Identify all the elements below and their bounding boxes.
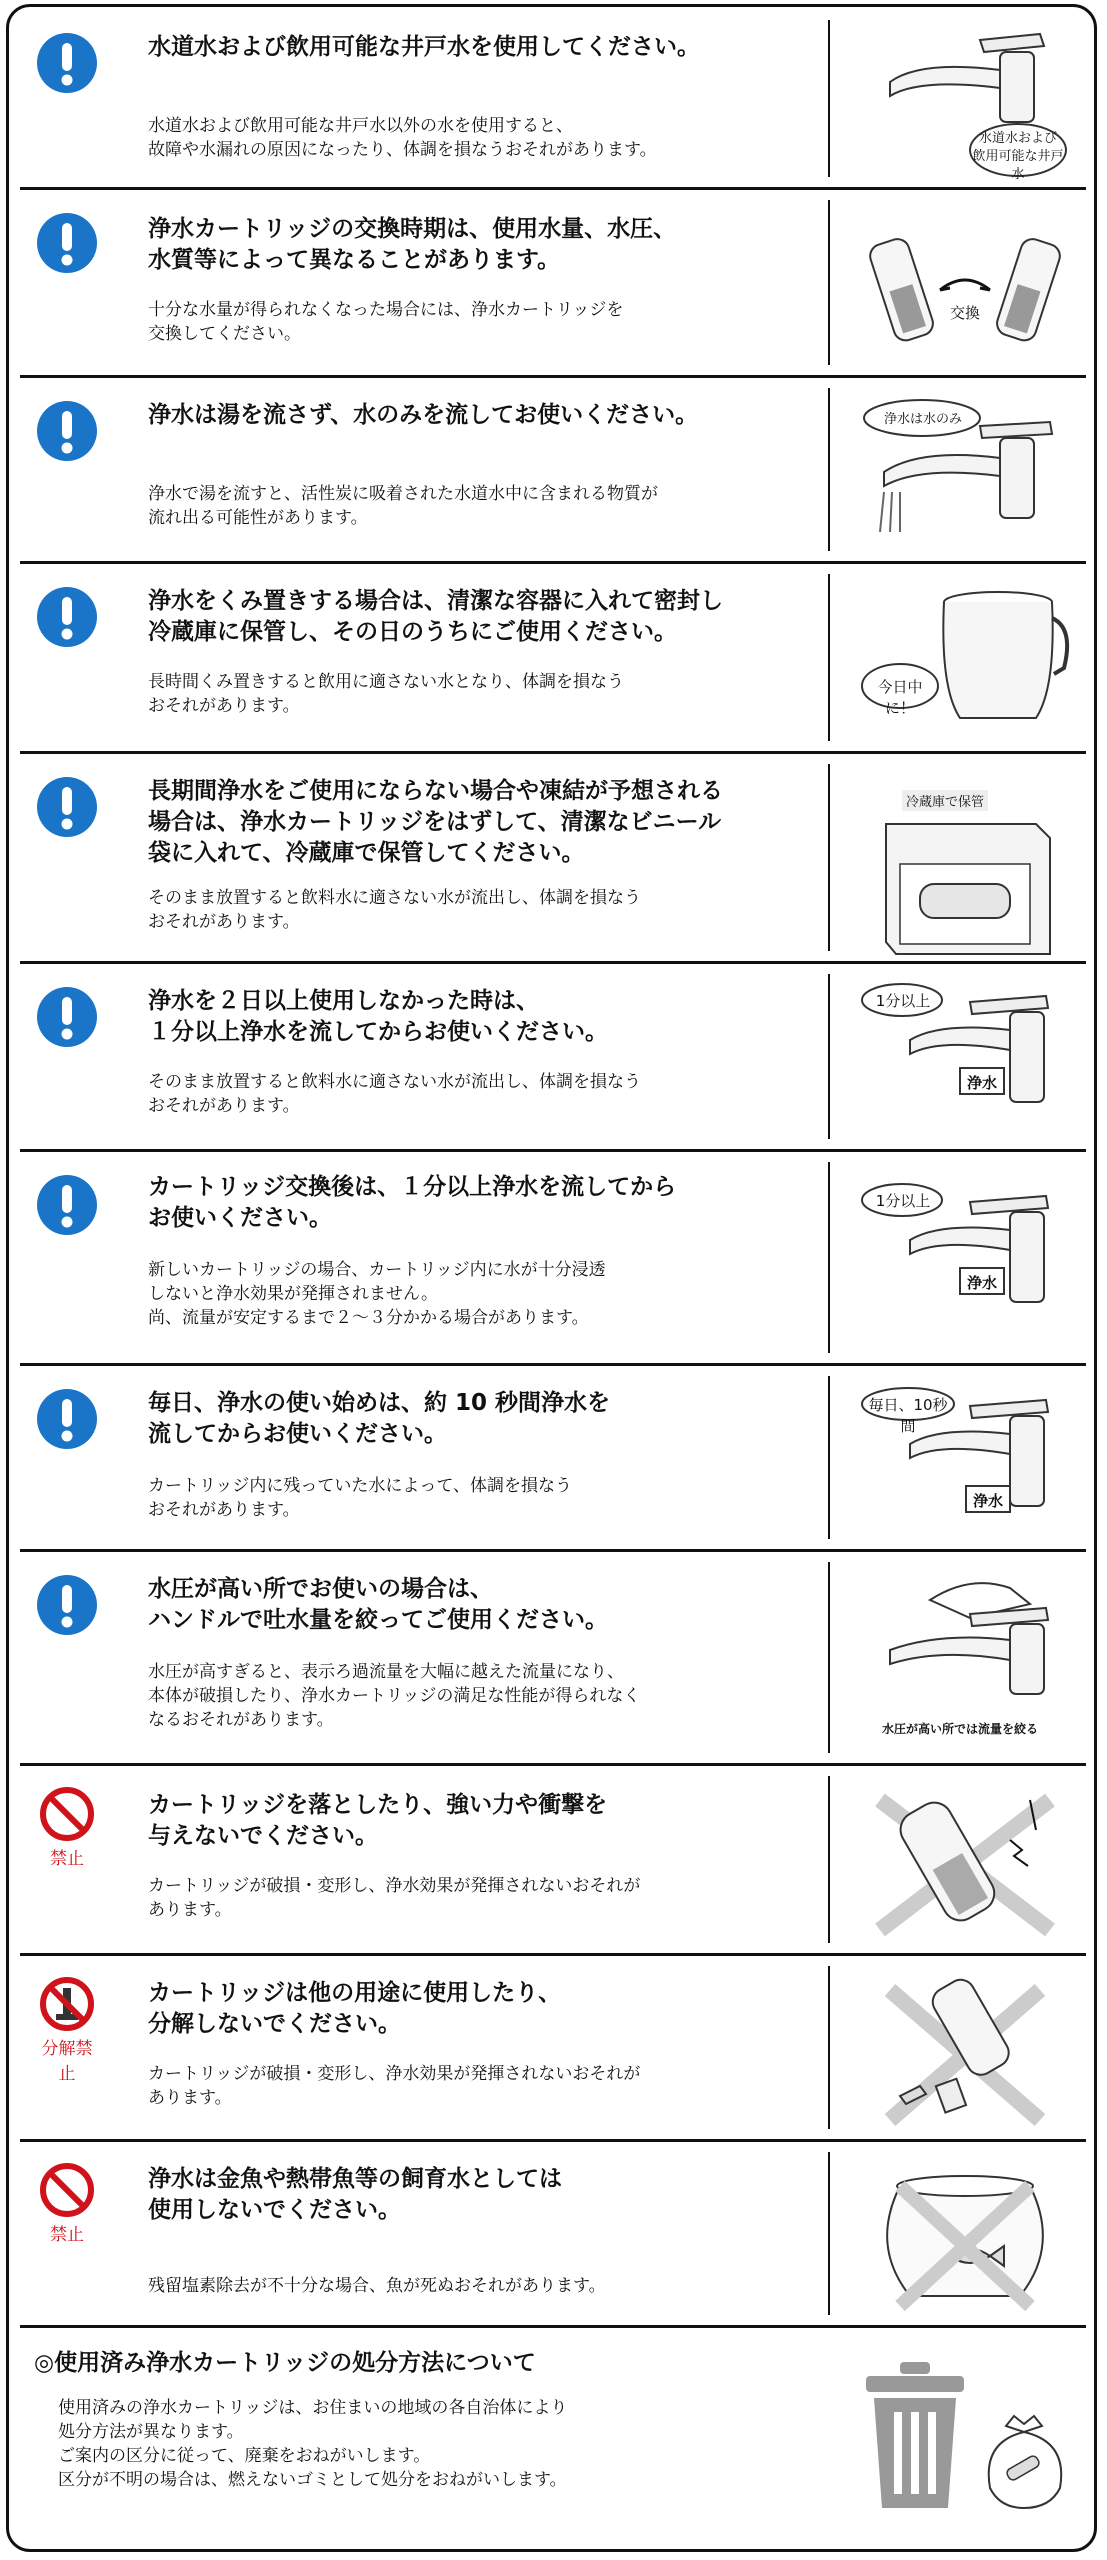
notice-body: そのまま放置すると飲料水に適さない水が流出し、体調を損なう おそれがあります。 [148, 1072, 641, 1116]
notice-title: カートリッジを落としたり、強い力や衝撃を 与えないでください。 [148, 1792, 608, 1849]
notice-title: カートリッジ交換後は、１分以上浄水を流してから お使いください。 [148, 1174, 677, 1231]
notice-body: 水圧が高すぎると、表示ろ過流量を大幅に越えた流量になり、 本体が破損したり、浄水カートリッジの満足な性能が得られなく なるおそれがあります。 [148, 1662, 641, 1730]
cartridge-exchange-illustration [860, 210, 1070, 360]
notice-body: 水道水および飲用可能な井戸水以外の水を使用すると、 故障や水漏れの原因になったり、体調を損なうおそれがあります。 [148, 116, 657, 160]
mandatory-icon [34, 398, 100, 464]
notice-row [20, 964, 1086, 1152]
mandatory-icon [34, 774, 100, 840]
notice-row [20, 190, 1086, 378]
notice-title: 浄水をくみ置きする場合は、清潔な容器に入れて密封し 冷蔵庫に保管し、その日のうちにご使用ください。 [148, 588, 723, 645]
refrigerator-storage-illustration [860, 790, 1070, 964]
column-divider [828, 1162, 830, 1353]
notice-title: カートリッジは他の用途に使用したり、 分解しないでください。 [148, 1980, 562, 2037]
column-divider [828, 1376, 830, 1539]
column-divider [828, 1966, 830, 2129]
notice-body: そのまま放置すると飲料水に適さない水が流出し、体調を損なう おそれがあります。 [148, 888, 641, 932]
notice-title: 浄水は金魚や熱帯魚等の飼育水としては 使用しないでください。 [148, 2166, 562, 2223]
notice-row [20, 1552, 1086, 1766]
notice-title: 水道水および飲用可能な井戸水を使用してください。 [148, 34, 700, 60]
no-drop-illustration [860, 1780, 1070, 1940]
notice-row [20, 564, 1086, 754]
trash-can-icon [860, 2362, 970, 2516]
mandatory-icon [34, 1386, 100, 1452]
column-divider [828, 574, 830, 741]
notice-title: 長期間浄水をご使用にならない場合や凍結が予想される 場合は、浄水カートリッジをはずして、清潔なビニール 袋に入れて、冷蔵庫で保管してください。 [148, 778, 723, 866]
faucet-flush-illustration [860, 982, 1070, 1132]
illustration-caption: 毎日、10秒間 [868, 1396, 948, 1435]
prohibition-icon [34, 1786, 100, 1869]
column-divider [828, 764, 830, 951]
mandatory-icon [34, 1572, 100, 1638]
mandatory-icon [34, 30, 100, 96]
garbage-bag-icon [980, 2412, 1070, 2516]
column-divider [828, 2152, 830, 2315]
illustration-caption: 水道水および 飲用可能な井戸水 [972, 131, 1064, 182]
illustration-caption: 今日中に！ [877, 678, 923, 717]
notice-title: 浄水は湯を流さず、水のみを流してお使いください。 [148, 402, 699, 428]
handle-adjust-illustration [860, 1574, 1070, 1736]
column-divider [828, 974, 830, 1139]
faucet-water-only-illustration [860, 392, 1070, 552]
illustration-caption: 交換 [949, 304, 980, 322]
notice-body: カートリッジ内に残っていた水によって、体調を損なう おそれがあります。 [148, 1476, 572, 1520]
notice-row [20, 378, 1086, 564]
notice-title: 水圧が高い所でお使いの場合は、 ハンドルで吐水量を絞ってご使用ください。 [148, 1576, 608, 1633]
prohibition-label: 禁止 [50, 1849, 84, 1869]
notice-row [20, 10, 1086, 190]
faucet-flush-illustration [860, 1182, 1070, 1332]
column-divider [828, 1776, 830, 1943]
notice-row [20, 2142, 1086, 2328]
faucet-illustration [860, 20, 1070, 180]
mandatory-icon [34, 210, 100, 276]
prohibition-label: 分解禁止 [41, 2039, 93, 2084]
fishbowl-illustration [860, 2156, 1070, 2316]
column-divider [828, 20, 830, 177]
prohibition-label: 禁止 [50, 2225, 84, 2245]
notice-body: 十分な水量が得られなくなった場合には、浄水カートリッジを 交換してください。 [148, 300, 624, 344]
illustration-caption: 1分以上 [875, 992, 931, 1010]
pitcher-illustration [860, 578, 1070, 738]
notice-title: 浄水を２日以上使用しなかった時は、 １分以上浄水を流してからお使いください。 [148, 988, 608, 1045]
disposal-title: ◎使用済み浄水カートリッジの処分方法について [34, 2350, 536, 2376]
disposal-body: 使用済みの浄水カートリッジは、お住まいの地域の各自治体により 処分方法が異なります。 ご案内の区分に従って、廃棄をおねがいします。 区分が不明の場合は、燃えないゴミとして処分をおねがいします。 [58, 2398, 568, 2490]
mandatory-icon [34, 584, 100, 650]
column-divider [828, 1562, 830, 1753]
illustration-caption: 水圧が高い所では流量を絞る [881, 1722, 1038, 1736]
notice-body: カートリッジが破損・変形し、浄水効果が発揮されないおそれが あります。 [148, 2064, 641, 2108]
column-divider [828, 200, 830, 365]
mandatory-icon [34, 1172, 100, 1238]
no-disassembly-illustration [860, 1970, 1070, 2130]
disposal-section [20, 2328, 1086, 2548]
notice-title: 浄水カートリッジの交換時期は、使用水量、水圧、 水質等によって異なることがあります。 [148, 216, 677, 273]
notice-row [20, 1956, 1086, 2142]
illustration-label: 浄水 [966, 1074, 997, 1092]
notice-row [20, 754, 1086, 964]
notice-row [20, 1766, 1086, 1956]
notice-body: 新しいカートリッジの場合、カートリッジ内に水が十分浸透 しないと浄水効果が発揮されません。 尚、流量が安定するまで２～３分かかる場合があります。 [148, 1260, 606, 1328]
prohibition-icon [34, 2162, 100, 2245]
illustration-label: 浄水 [972, 1492, 1003, 1510]
faucet-flush-illustration [860, 1386, 1070, 1536]
notice-body: 残留塩素除去が不十分な場合、魚が死ぬおそれがあります。 [148, 2276, 606, 2296]
mandatory-icon [34, 984, 100, 1050]
notice-row [20, 1366, 1086, 1552]
notice-title: 毎日、浄水の使い始めは、約 10 秒間浄水を 流してからお使いください。 [148, 1390, 611, 1447]
illustration-label: 浄水 [966, 1274, 997, 1292]
notice-row [20, 1152, 1086, 1366]
illustration-caption: 冷蔵庫で保管 [902, 790, 988, 811]
column-divider [828, 388, 830, 551]
illustration-caption: 1分以上 [875, 1192, 931, 1210]
no-disassembly-icon [34, 1976, 100, 2084]
notice-body: 浄水で湯を流すと、活性炭に吸着された水道水中に含まれる物質が 流れ出る可能性があります。 [148, 484, 658, 528]
illustration-caption: 浄水は水のみ [883, 412, 962, 427]
notice-body: カートリッジが破損・変形し、浄水効果が発揮されないおそれが あります。 [148, 1876, 641, 1920]
notice-body: 長時間くみ置きすると飲用に適さない水となり、体調を損なう おそれがあります。 [148, 672, 624, 716]
